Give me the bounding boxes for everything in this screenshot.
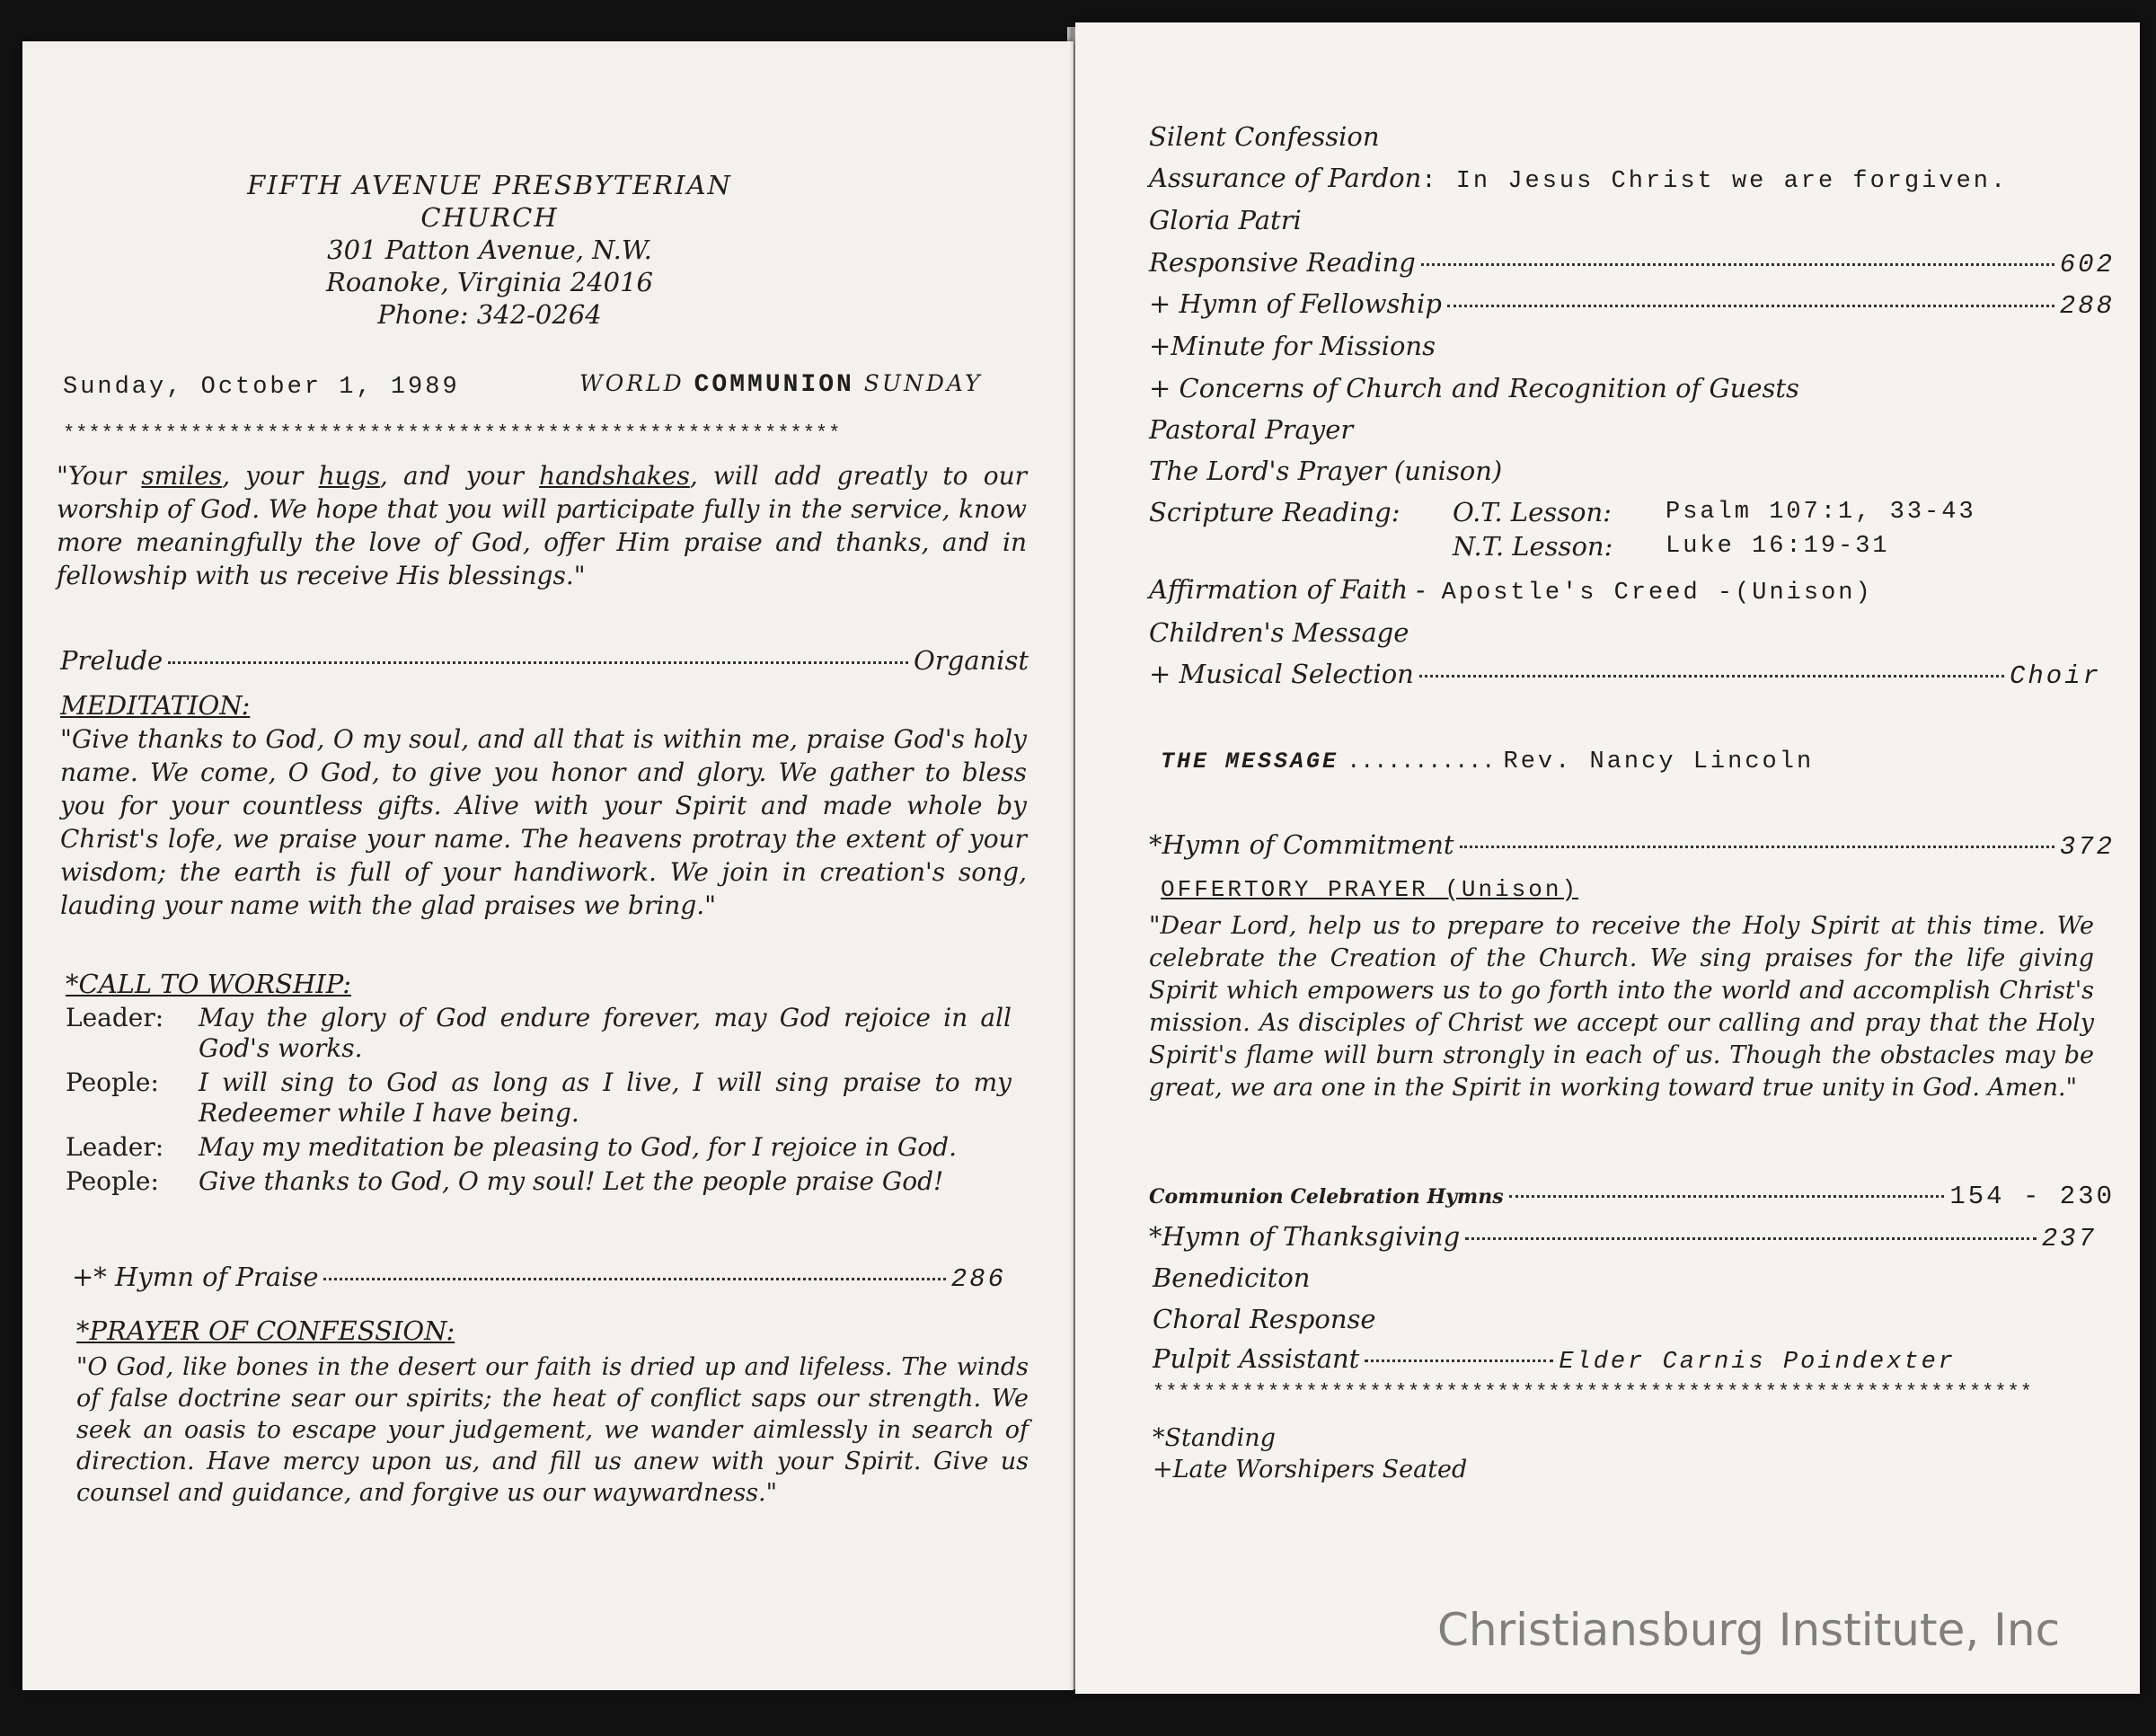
responsive-reading-row: Responsive Reading 602 [1149,247,2115,279]
liturgy-line: People: I will sing to God as long as I live, I will sing praise to my Redeemer while I have being. [66,1067,1012,1128]
confession-text: "O God, like bones in the desert our faith is dried up and lifeless. The winds of false doctrine sear our spirits; the heat of conflict saps our strength. We seek an oasis to escape your judgement, we wander aimlessly in search of direction. Have mercy upon us, and fill us anew with your Spirit. Give us counsel and guidance, and forgive us our waywardness." [76,1353,1029,1507]
benediction: Benediciton [1153,1262,1311,1293]
late-worshipers-note: +Late Worshipers Seated [1153,1456,1468,1484]
liturgy-line: Leader: May my meditation be pleasing to God, for I rejoice in God. [66,1132,957,1162]
prelude-row: Prelude Organist [60,645,1029,676]
offertory-heading: OFFERTORY PRAYER (Unison) [1161,876,1579,903]
standing-note: *Standing [1153,1424,1276,1452]
divider-stars: ************************************************************* [63,422,842,445]
confession-heading: *PRAYER OF CONFESSION: [76,1315,455,1346]
hymn-of-praise-row: +* Hymn of Praise 286 [72,1262,1006,1294]
musical-selection-row: + Musical Selection Choir [1149,659,2101,691]
watermark: Christiansburg Institute, Inc [1437,1604,2061,1656]
hymn-of-fellowship-row: + Hymn of Fellowship 288 [1149,288,2115,321]
pulpit-assistant-row: Pulpit Assistant Elder Carnis Poindexter [1153,1343,1956,1376]
gloria-patri: Gloria Patri [1149,205,1302,235]
scripture-reading-label: Scripture Reading: [1149,497,1401,527]
bulletin-right-page [1075,22,2140,1694]
offertory-text: "Dear Lord, help us to prepare to receive the Holy Spirit at this time. We celebrate the Creation of the Church. We sing praises for the life giving Spirit which empowers us to go forth into the world and accomplish Christ's mission. As disciples of Christ we accept our calling and pray that the Holy Spirit's flame will burn strongly in each of us. Though the obstacles may be great, we ara one in the Spirit in working toward true unity in God. Amen." [1149,912,2094,1102]
affirmation-of-faith: Affirmation of Faith - Apostle's Creed -(Unison) [1149,574,1873,607]
silent-confession: Silent Confession [1149,121,1380,152]
church-header [184,169,795,331]
call-to-worship-liturgy [66,1003,1027,1197]
liturgy-line: People: Give thanks to God, O my soul! Let the people praise God! [66,1166,944,1196]
minute-for-missions: +Minute for Missions [1149,331,1436,361]
meditation-heading: MEDITATION: [60,690,251,721]
welcome-paragraph: "Your smiles, your hugs, and your handshakes, will add greatly to our worship of God. We hope that you will participate fully in the service, know more meaningfully the love of God, offer Him praise and thanks, and in fellowship with us receive His blessings." [57,461,1027,590]
assurance-of-pardon: Assurance of Pardon: In Jesus Christ we are forgiven. [1149,163,2009,195]
church-name: FIFTH AVENUE PRESBYTERIAN CHURCH [247,170,732,233]
nt-lesson-reference: Luke 16:19-31 [1666,533,1890,560]
nt-lesson-label: N.T. Lesson: [1453,531,1613,562]
concerns-and-guests: + Concerns of Church and Recognition of Guests [1149,373,1799,403]
church-city: Roanoke, Virginia 24016 [325,267,653,297]
hymn-of-commitment-row: *Hymn of Commitment 372 [1149,829,2115,862]
the-message-row: THE MESSAGE ........... Rev. Nancy Lincoln [1161,748,1815,775]
pastoral-prayer: Pastoral Prayer [1149,414,1354,445]
childrens-message: Children's Message [1149,617,1409,648]
right-divider-stars: ********************************************************************* [1153,1381,2033,1404]
lords-prayer: The Lord's Prayer (unison) [1149,456,1503,486]
communion-hymns-row: Communion Celebration Hymns 154 - 230 [1149,1182,2115,1211]
church-phone: Phone: 342-0264 [377,299,602,330]
liturgy-line: Leader: May the glory of God endure forever, may God rejoice in all God's works. [66,1003,1012,1063]
meditation-text: "Give thanks to God, O my soul, and all that is within me, praise God's holy name. We come, O God, to give you honor and glory. We gather to bless you for your countless gifts. Alive with your Spirit and made whole by Christ's lofe, we praise your name. The heavens protray the extent of your wisdom; the earth is full of your handiwork. We join in creation's song, lauding your name with the glad praises we bring." [60,724,1027,920]
ot-lesson-reference: Psalm 107:1, 33-43 [1666,499,1976,526]
choral-response: Choral Response [1153,1304,1376,1334]
ot-lesson-label: O.T. Lesson: [1453,497,1612,527]
bulletin-left-page [22,41,1074,1690]
church-address: 301 Patton Avenue, N.W. [327,235,652,265]
service-occasion: WORLD COMMUNION SUNDAY [579,370,983,399]
service-date: Sunday, October 1, 1989 [63,374,460,401]
hymn-of-thanksgiving-row: *Hymn of Thanksgiving 237 [1149,1221,2097,1253]
call-to-worship-heading: *CALL TO WORSHIP: [66,969,351,999]
